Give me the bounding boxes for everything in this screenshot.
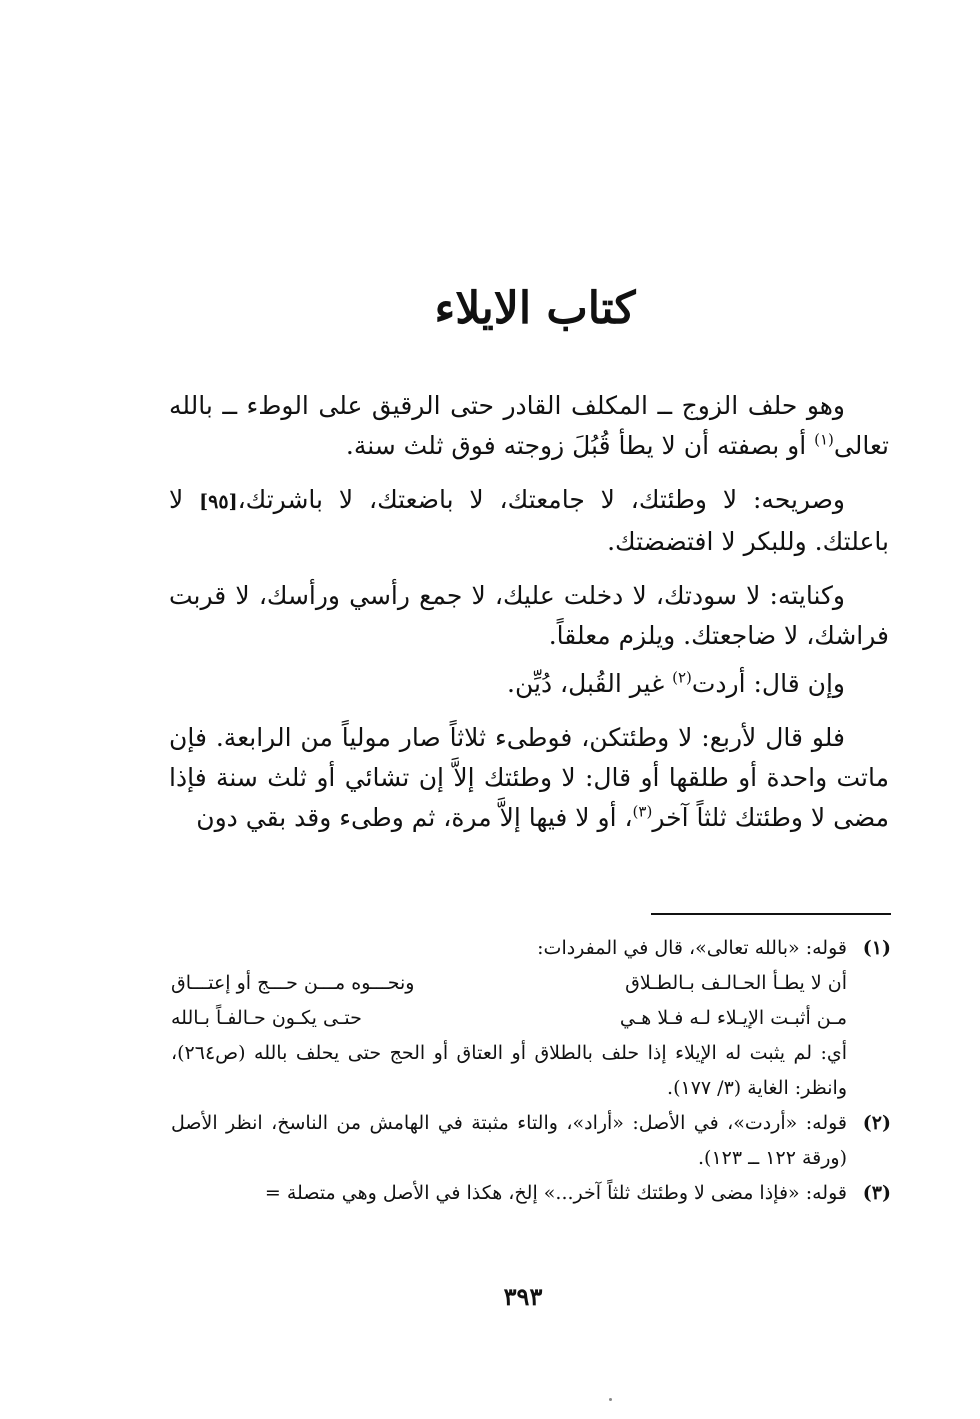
footnote-text: قوله: «أردت»، في الأصل: «أراد»، والتاء مثبتة في الهامش من الناسخ، انظر الأصل (ورقة ١٢٢ ــ ١٢٣). (171, 1112, 847, 1169)
page-number: ٣٩٣ (503, 1282, 543, 1311)
verse-line-2 (171, 1001, 847, 1036)
footnotes (171, 931, 891, 1211)
footnote-text: قوله: «بالله تعالى»، قال في المفردات: (537, 937, 847, 959)
verse-hemistich: ونحـــوه مـــن حـــج أو إعتـــاق (171, 972, 415, 994)
footnote-2 (171, 1106, 891, 1176)
footnote-ref-2[interactable]: (٢) (672, 668, 692, 687)
footnote-text: قوله: «فإذا مضى لا وطئتك ثلثاً آخر...» إلخ، هكذا في الأصل وهي متصلة = (264, 1182, 847, 1204)
footnote-number: (٢) (862, 1112, 891, 1134)
footnote-ref-1[interactable]: (١) (814, 430, 834, 449)
paragraph-definition: وهو حلف الزوج ــ المكلف القادر حتى الرقيق على الوطء ــ بالله تعالى$^{(١)}$ أو بصفته أن لا يطأ قُبُلَ زوجته فوق ثلث سنة. (169, 391, 889, 460)
footnote-1 (171, 931, 891, 1106)
scan-speck (609, 1398, 612, 1401)
footnote-number: (١) (862, 937, 891, 959)
paragraph-four-wives: فلو قال لأربع: لا وطئتكن، فوطىء ثلاثاً صار مولياً من الرابعة. فإن ماتت واحدة أو طلقها أو قال: لا وطئتك إلاَّ إن تشائي أو ثلث سنة فإذا مضى لا وطئتك ثلثاً آخر$^{(٣)}$، أو لا فيها إلاَّ مرة، ثم وطىء وقد بقي دون (169, 723, 889, 832)
footnote-3 (171, 1176, 891, 1211)
footnote-ref-3[interactable]: (٣) (632, 802, 653, 821)
footnote-number: (٣) (862, 1182, 891, 1204)
footnote-separator (651, 913, 891, 915)
verse-line-1 (171, 966, 847, 1001)
verse-hemistich: مـن أثبـت الإيـلاء لـه فـلا هـي (619, 1007, 847, 1029)
paragraph-implicit-words: وكنايته: لا سودتك، لا دخلت عليك، لا جمع رأسي ورأسك، لا قربت فراشك، لا ضاجعتك. ويلزم معلقاً. (169, 581, 889, 650)
verse-hemistich: حتـى يكـون حـالفـاً بـالله (171, 1007, 362, 1029)
manuscript-folio-marker: [٩٥] (199, 491, 238, 513)
paragraph-explicit-words: وصريحه: لا وطئتك، لا جامعتك، لا باضعتك، لا باشرتك،[٩٥] لا باعلتك. وللبكر لا افتضضتك. (169, 485, 889, 556)
footnote-text: أي: لم يثبت له الإيلاء إذا حلف بالطلاق أو العتاق أو الحج حتى يحلف بالله (ص٢٦٤)، وانظر: الغاية (٣/ ١٧٧). (171, 1042, 847, 1099)
main-text (169, 386, 889, 838)
verse-hemistich: أن لا يطـأ الحـالـف بـالطـلاق (625, 972, 847, 994)
paragraph-intent: وإن قال: أردت$^{(٢)}$ غير القُبل، دُيِّن. (507, 668, 845, 698)
chapter-title: كتاب الايلاء (434, 283, 636, 334)
